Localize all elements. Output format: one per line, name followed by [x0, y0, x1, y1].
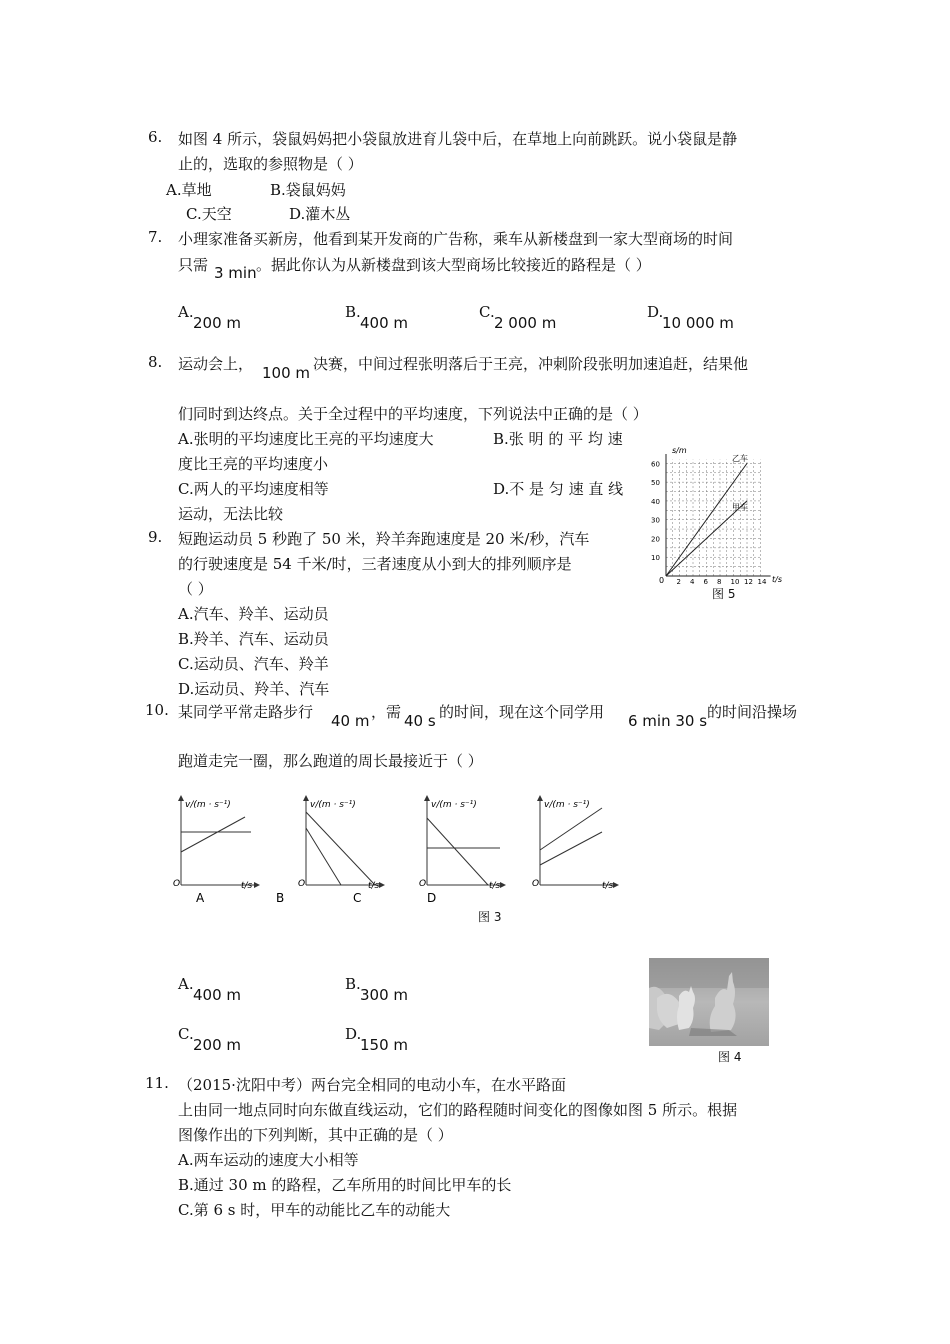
fig5-x-tick-label: 10	[730, 578, 740, 586]
q6-number: 6.	[148, 128, 163, 146]
fig5-x-tick-label: 12	[744, 578, 753, 586]
q7-option-c-label: C.	[479, 303, 495, 321]
fig3-graph-a	[173, 798, 257, 891]
figure-5-chart	[650, 445, 790, 600]
fig5-series-yi-label: 乙车	[732, 454, 748, 463]
q10-stem-line2: 跑道走完一圈，那么跑道的周长最接近于（ ）	[178, 752, 483, 770]
q10-stem-part3: 的时间，现在这个同学用	[439, 703, 605, 721]
q10-stem-part4: 的时间沿操场	[707, 703, 798, 721]
q11-number: 11.	[145, 1074, 169, 1092]
q8-option-b-line2: 度比王亮的平均速度小	[178, 455, 329, 473]
fig3-label-b: B	[276, 891, 285, 905]
fig5-y-tick-label: 10	[651, 554, 660, 563]
q10-option-c-value: 200 m	[193, 1036, 242, 1054]
fig5-x-tick-label: 6	[703, 578, 708, 586]
fig3-c-y-label: v/(m · s⁻¹)	[431, 800, 477, 810]
q11-option-c: C.第 6 s 时，甲车的动能比乙车的动能大	[178, 1201, 451, 1219]
fig3-graph-b	[298, 798, 382, 891]
fig5-origin-label: 0	[659, 576, 665, 585]
q7-stem-line2-pre: 只需	[178, 256, 209, 274]
q9-stem-line3: （ ）	[178, 580, 213, 598]
q6-option-a: A.草地	[166, 181, 212, 199]
q7-option-b-label: B.	[345, 303, 361, 321]
figure-5-caption: 图 5	[712, 587, 736, 601]
q7-option-c-value: 2 000 m	[494, 314, 557, 332]
fig5-x-tick-label: 4	[690, 578, 695, 586]
q11-option-a: A.两车运动的速度大小相等	[178, 1151, 359, 1169]
q6-option-d: D.灌木丛	[289, 205, 351, 223]
q7-time-value: 3 min	[214, 264, 257, 282]
fig5-grid	[666, 460, 761, 576]
q6-stem-line1: 如图 4 所示，袋鼠妈妈把小袋鼠放进育儿袋中后，在草地上向前跳跃。说小袋鼠是静	[178, 130, 738, 148]
fig5-y-tick-label: 40	[651, 497, 660, 506]
q10-option-a-value: 400 m	[193, 986, 242, 1004]
q11-stem-line3: 图像作出的下列判断，其中正确的是（ ）	[178, 1126, 453, 1144]
fig3-d-x-label: t/s	[602, 881, 614, 891]
q8-option-d-line1: D.不 是 匀 速 直 线	[493, 480, 624, 498]
fig5-y-tick-label: 30	[651, 516, 660, 525]
q10-time-value: 40 s	[404, 712, 436, 730]
q10-option-d-value: 150 m	[360, 1036, 409, 1054]
fig3-a-y-label: v/(m · s⁻¹)	[185, 800, 231, 810]
q11-stem-line1: （2015·沈阳中考）两台完全相同的电动小车，在水平路面	[178, 1076, 566, 1094]
fig3-d-origin: O	[532, 879, 540, 889]
q8-distance-value: 100 m	[262, 364, 311, 382]
q10-stem-part2: ，需	[371, 703, 402, 721]
q9-number: 9.	[148, 528, 163, 546]
fig5-axes	[666, 454, 771, 576]
figure-3-graphs	[165, 790, 635, 920]
fig5-x-tick-label: 2	[676, 578, 681, 586]
fig5-x-tick-label: 8	[717, 578, 722, 586]
fig3-a-origin: O	[173, 879, 181, 889]
q9-option-b: B.羚羊、汽车、运动员	[178, 630, 329, 648]
fig3-c-origin: O	[419, 879, 427, 889]
fig5-x-tick-label: 14	[757, 578, 767, 586]
fig5-y-tick-label: 20	[651, 535, 660, 544]
q6-option-c: C.天空	[186, 205, 232, 223]
q8-option-a: A.张明的平均速度比王亮的平均速度大	[178, 430, 434, 448]
q8-number: 8.	[148, 353, 163, 371]
q10-distance-value: 40 m	[331, 712, 370, 730]
q9-option-c: C.运动员、汽车、羚羊	[178, 655, 329, 673]
q10-option-b-value: 300 m	[360, 986, 409, 1004]
q10-total-time-value: 6 min 30 s	[628, 712, 708, 730]
q8-option-b-line1: B.张 明 的 平 均 速	[493, 430, 623, 448]
fig3-d-y-label: v/(m · s⁻¹)	[544, 800, 590, 810]
fig5-series-jia-label: 甲车	[732, 503, 748, 512]
fig3-c-x-label: t/s	[489, 881, 501, 891]
fig5-x-axis-label: t/s	[772, 575, 782, 584]
figure-4-caption: 图 4	[718, 1050, 742, 1064]
q9-option-a: A.汽车、羚羊、运动员	[178, 605, 329, 623]
q7-number: 7.	[148, 228, 163, 246]
fig5-y-tick-label: 60	[651, 460, 660, 469]
q9-option-d: D.运动员、羚羊、汽车	[178, 680, 330, 698]
fig3-a-x-label: t/s	[241, 881, 253, 891]
q9-stem-line2: 的行驶速度是 54 千米/时，三者速度从小到大的排列顺序是	[178, 555, 572, 573]
q8-stem-line1-post: 决赛，中间过程张明落后于王亮，冲刺阶段张明加速追赶，结果他	[313, 355, 749, 373]
fig3-b-y-label: v/(m · s⁻¹)	[310, 800, 356, 810]
q10-stem-part1: 某同学平常走路步行	[178, 703, 314, 721]
q11-option-b: B.通过 30 m 的路程，乙车所用的时间比甲车的长	[178, 1176, 512, 1194]
q7-option-d-value: 10 000 m	[662, 314, 734, 332]
q8-stem-line2: 们同时到达终点。关于全过程中的平均速度，下列说法中正确的是（ ）	[178, 405, 648, 423]
q7-option-a-value: 200 m	[193, 314, 242, 332]
q8-stem-line1-pre: 运动会上，	[178, 355, 254, 373]
figure-4-kangaroo-photo	[649, 958, 769, 1046]
figure-3-caption: 图 3	[478, 910, 502, 924]
q7-option-a-label: A.	[178, 303, 194, 321]
fig3-b-x-label: t/s	[368, 881, 380, 891]
q11-stem-line2: 上由同一地点同时向东做直线运动，它们的路程随时间变化的图像如图 5 所示。根据	[178, 1101, 738, 1119]
q8-option-c: C.两人的平均速度相等	[178, 480, 329, 498]
fig3-label-a: A	[196, 891, 205, 905]
q7-stem-line1: 小理家准备买新房，他看到某开发商的广告称，乘车从新楼盘到一家大型商场的时间	[178, 230, 734, 248]
fig5-y-tick-label: 50	[651, 479, 660, 488]
fig5-y-axis-label: s/m	[672, 446, 687, 455]
q10-number: 10.	[145, 701, 169, 719]
fig5-ticks	[651, 460, 767, 586]
q7-option-b-value: 400 m	[360, 314, 409, 332]
q9-stem-line1: 短跑运动员 5 秒跑了 50 米，羚羊奔跑速度是 20 米/秒，汽车	[178, 530, 590, 548]
fig3-graph-d	[532, 798, 616, 891]
q7-stem-line2-post: 。据此你认为从新楼盘到该大型商场比较接近的路程是（ ）	[256, 256, 651, 274]
fig3-label-c: C	[353, 891, 362, 905]
q6-stem-line2: 止的，选取的参照物是（ ）	[178, 155, 363, 173]
q6-option-b: B.袋鼠妈妈	[270, 181, 346, 199]
q10-option-b-label: B.	[345, 975, 361, 993]
q10-option-d-label: D.	[345, 1025, 362, 1043]
q8-option-d-line2: 运动，无法比较	[178, 505, 284, 523]
fig3-label-d: D	[427, 891, 437, 905]
q10-option-a-label: A.	[178, 975, 194, 993]
fig3-graph-c	[419, 798, 503, 891]
fig3-b-origin: O	[298, 879, 306, 889]
q10-option-c-label: C.	[178, 1025, 194, 1043]
q7-option-d-label: D.	[647, 303, 664, 321]
